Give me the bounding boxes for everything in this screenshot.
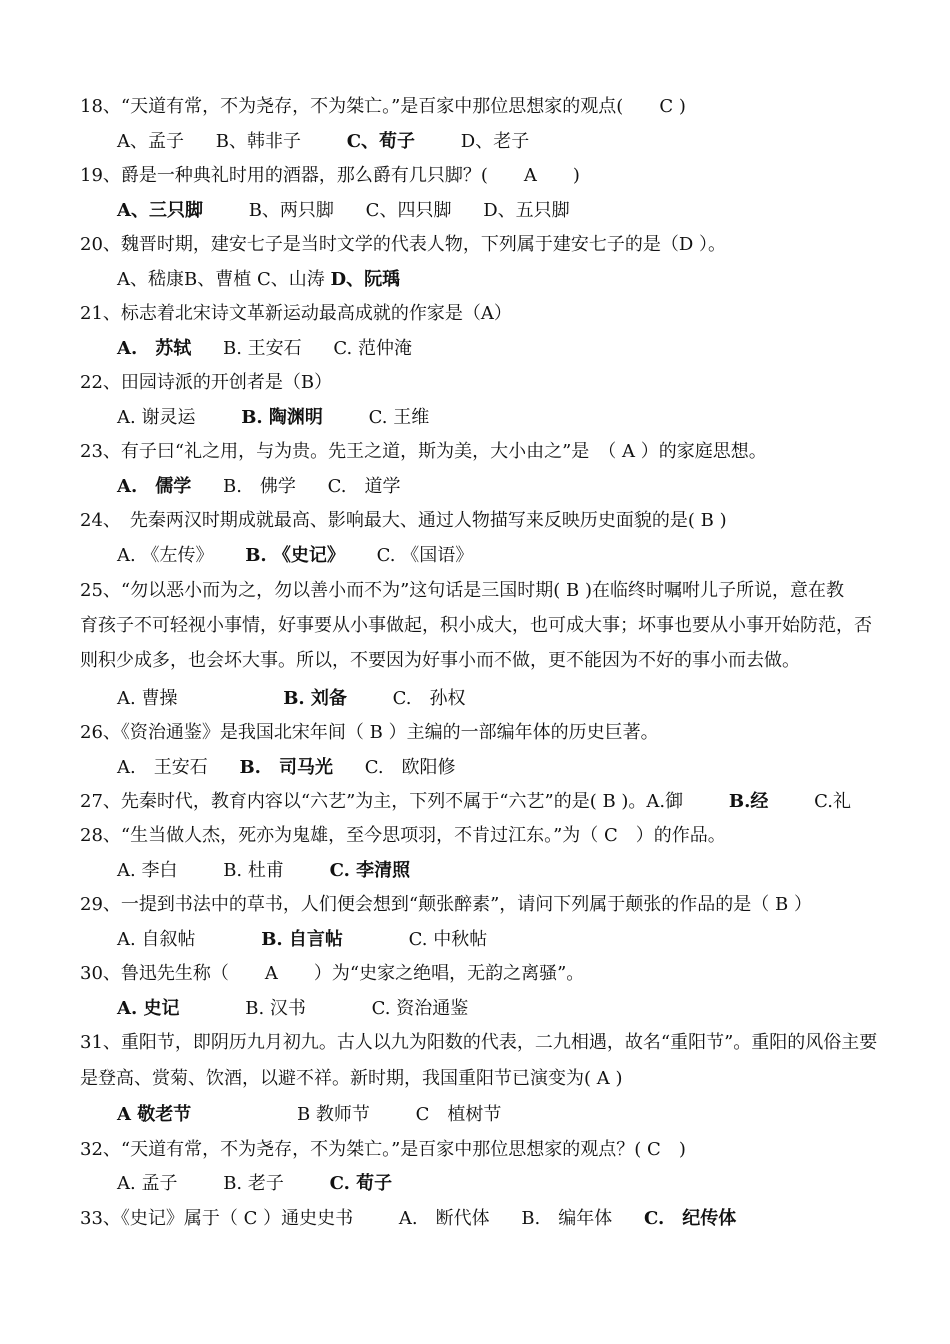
option-c-answer: C. 荀子 (329, 1173, 393, 1194)
option-c: C. 孙权 (392, 688, 466, 709)
question-stem: 31、重阳节，即阴历九月初九。古人以九为阳数的代表，二九相遇，故名“重阳节”。重阳的风俗主要 (80, 1032, 878, 1053)
option-c: C. 道学 (327, 476, 401, 497)
option-a: A. 《左传》 (117, 545, 214, 566)
question-27 (0, 787, 950, 817)
option-d: D、老子 (460, 131, 530, 152)
question-20-options (0, 265, 950, 295)
option-b: B. 编年体 (521, 1208, 613, 1229)
option-b: B. 王安石 (222, 338, 302, 359)
question-29-options (0, 925, 950, 955)
question-28 (0, 821, 950, 851)
question-18-options (0, 127, 950, 157)
option-b: B. 杜甫 (223, 860, 284, 881)
option-c: C. 资治通鉴 (371, 998, 469, 1019)
option-a-answer: A. 儒学 (117, 476, 192, 497)
question-19 (0, 161, 950, 191)
question-stem: 27、先秦时代，教育内容以“六艺”为主，下列不属于“六艺”的是( B )。A.御 (80, 791, 684, 812)
question-stem: 26、《资治通鉴》是我国北宋年间（ B ）主编的一部编年体的历史巨著。 (80, 722, 659, 743)
question-23-options (0, 472, 950, 502)
question-stem: 30、鲁迅先生称（ A ）为“史家之绝唱，无韵之离骚”。 (80, 963, 585, 984)
question-24 (0, 506, 950, 536)
option-a: A. 断代体 (398, 1208, 490, 1229)
option-a: A. 谢灵运 (117, 407, 196, 428)
question-stem: 33、《史记》属于（ C ）通史史书 (80, 1208, 354, 1229)
option-b: B. 佛学 (222, 476, 296, 497)
question-stem-continuation: 育孩子不可轻视小事情，好事要从小事做起，积小成大，也可成大事；坏事也要从小事开始防范，否 (80, 615, 872, 636)
question-stem: 21、标志着北宋诗文革新运动最高成就的作家是（A） (80, 303, 512, 324)
option-b-answer: B. 刘备 (283, 688, 347, 709)
option-a: A. 王安石 (117, 757, 208, 778)
option-b-answer: B. 《史记》 (245, 545, 345, 566)
option-a: A. 孟子 (117, 1173, 178, 1194)
option-c: C. 王维 (368, 407, 430, 428)
option-b-answer: B. 陶渊明 (241, 407, 323, 428)
question-31 (0, 1028, 950, 1058)
question-26 (0, 718, 950, 748)
question-stem: 29、一提到书法中的草书，人们便会想到“颠张醉素”，请问下列属于颠张的作品的是（ B ） (80, 894, 812, 915)
option-b: B. 老子 (223, 1173, 284, 1194)
question-22-options (0, 403, 950, 433)
question-29 (0, 890, 950, 920)
option-d: D、五只脚 (483, 200, 570, 221)
option-d-answer: D、阮瑀 (330, 269, 401, 290)
question-25-options (0, 684, 950, 714)
option-b: B、韩非子 (215, 131, 301, 152)
option-c-answer: C. 李清照 (329, 860, 411, 881)
option-c: C. 范仲淹 (333, 338, 412, 359)
question-22 (0, 368, 950, 398)
option-a: A. 李白 (117, 860, 178, 881)
option-a: A、孟子 (117, 131, 184, 152)
question-23 (0, 437, 950, 467)
question-30 (0, 959, 950, 989)
question-31-options (0, 1100, 950, 1130)
question-stem-continuation: 则积少成多，也会坏大事。所以，不要因为好事小而不做，更不能因为不好的事小而去做。 (80, 650, 800, 671)
option-b-answer: B. 自言帖 (261, 929, 343, 950)
question-stem: 20、魏晋时期，建安七子是当时文学的代表人物，下列属于建安七子的是（D ）。 (80, 234, 727, 255)
question-stem: 23、有子曰“礼之用，与为贵。先王之道，斯为美，大小由之”是 （ A ）的家庭思想。 (80, 441, 767, 462)
question-stem: 25、“勿以恶小而为之，勿以善小而不为”这句话是三国时期( B )在临终时嘱咐儿子所说，意在教 (80, 580, 845, 601)
question-24-options (0, 541, 950, 571)
option-a-answer: A、三只脚 (117, 200, 203, 221)
question-31-continuation-1 (0, 1064, 950, 1094)
option-b: B 教师节 (296, 1104, 370, 1125)
option-c: C. 中秋帖 (408, 929, 488, 950)
question-21 (0, 299, 950, 329)
question-25-continuation-1 (0, 611, 950, 641)
option-b: B. 汉书 (245, 998, 306, 1019)
question-20 (0, 230, 950, 260)
question-18 (0, 92, 950, 122)
question-stem: 28、“生当做人杰，死亦为鬼雄，至今思项羽，不肯过江东。”为（ C ）的作品。 (80, 825, 726, 846)
question-stem: 18、“天道有常，不为尧存，不为桀亡。”是百家中那位思想家的观点( C ) (80, 96, 686, 117)
question-21-options (0, 334, 950, 364)
question-32-options (0, 1169, 950, 1199)
option-b-answer: B. 司马光 (239, 757, 333, 778)
option-b-answer: B.经 (728, 791, 769, 812)
question-19-options (0, 196, 950, 226)
options-a-c: A、嵇康B、曹植 C、山涛 (117, 269, 325, 290)
question-30-options (0, 994, 950, 1024)
option-c: C. 《国语》 (376, 545, 474, 566)
option-a-answer: A. 史记 (117, 998, 180, 1019)
question-25 (0, 576, 950, 606)
option-c: C 植树节 (415, 1104, 502, 1125)
option-a: A. 曹操 (117, 688, 178, 709)
option-b: B、两只脚 (248, 200, 334, 221)
question-28-options (0, 856, 950, 886)
question-stem: 22、田园诗派的开创者是（B） (80, 372, 333, 393)
question-32 (0, 1135, 950, 1165)
option-c-answer: C. 纪传体 (644, 1208, 737, 1229)
option-a-answer: A. 苏轼 (117, 338, 192, 359)
question-stem: 19、爵是一种典礼时用的酒器，那么爵有几只脚？( A ) (80, 165, 580, 186)
question-stem-continuation: 是登高、赏菊、饮酒，以避不祥。新时期，我国重阳节已演变为( A ) (80, 1068, 623, 1089)
question-stem: 32、“天道有常，不为尧存，不为桀亡。”是百家中那位思想家的观点？( C ) (80, 1139, 686, 1160)
option-c: C. 欧阳修 (364, 757, 456, 778)
option-c: C.礼 (814, 791, 851, 812)
option-c-answer: C、荀子 (346, 131, 416, 152)
option-a-answer: A 敬老节 (117, 1104, 192, 1125)
option-a: A. 自叙帖 (117, 929, 196, 950)
option-c: C、四只脚 (365, 200, 452, 221)
question-stem: 24、 先秦两汉时期成就最高、影响最大、通过人物描写来反映历史面貌的是( B ) (80, 510, 727, 531)
question-33 (0, 1204, 950, 1234)
question-25-continuation-2 (0, 646, 950, 676)
question-26-options (0, 753, 950, 783)
